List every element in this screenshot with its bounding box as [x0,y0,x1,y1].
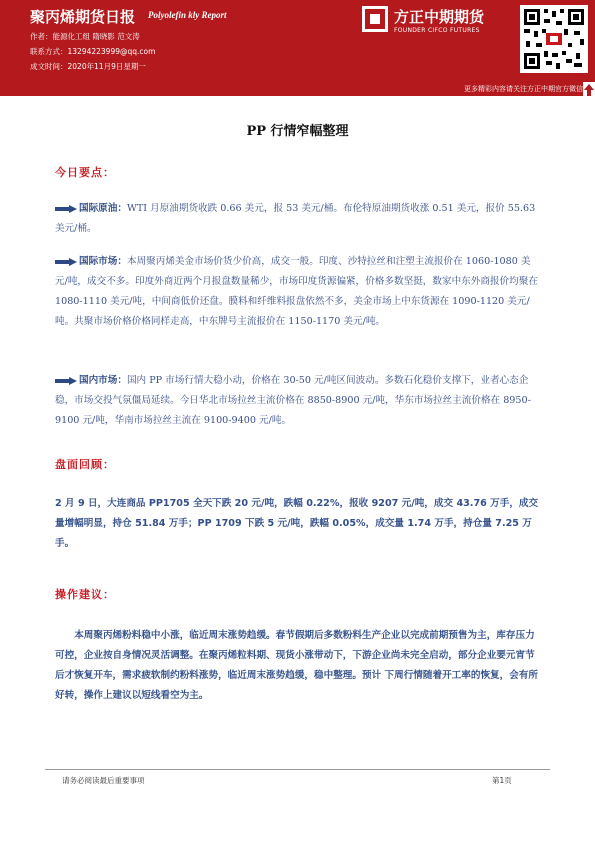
logo-english-name: FOUNDER CIFCO FUTURES [394,27,480,34]
review-paragraph: 2 月 9 日，大连商品 PP1705 全天下跌 20 元/吨，跌幅 0.22%，报收 9207 元/吨，成交 43.76 万手，成交量增幅明显，持仓 51.84 万手；PP 1709 下跌 5 元/吨，跌幅 0.05%，成交量 1.74 万手，持仓量 7.25 万手。 [55,498,539,549]
contact-email[interactable]: 13294223999@qq.com [67,47,156,56]
section-heading-advice: 操作建议： [55,588,115,601]
arrow-up-icon [583,82,595,96]
footer-disclaimer-notice: 请务必阅读最后重要事项 [62,776,145,785]
subscription-bar [0,82,595,96]
logo-mark-icon [362,6,388,32]
arrow-marker-icon [55,258,77,266]
advice-paragraph: 本周聚丙烯粉料稳中小涨，临近周末涨势趋缓。春节假期后多数粉料生产企业以完成前期预售为主，库存压力可控，企业按自身情况灵活调整。在聚丙烯粒料期、现货小涨带动下，下游企业尚未完全启动，部分企业要元宵节后才恢复开车，需求疲软制约粉料涨势，临近周末涨势趋缓，稳中整理。预计 下周行情随着开工率的恢复，会有所好转，操作上建议以短线看空为主。 [55,630,539,701]
contact-line: 联系方式：13294223999@qq.com [30,47,156,56]
report-title: 聚丙烯期货日报 [30,8,136,26]
company-logo [362,6,512,40]
report-header [0,0,595,82]
arrow-marker-icon [55,377,77,385]
date-line: 成文时间：2020年11月9日星期一 [30,62,146,71]
report-subtitle: Polyolefin kly Report [148,10,227,20]
wechat-follow-link[interactable]: 更多精彩内容请关注方正中期官方微信 [464,85,583,93]
section-heading-review: 盘面回顾： [55,458,115,471]
page-number: 第1页 [492,776,512,785]
today-item-crude-oil: 国际原油：WTI 月原油期货收跌 0.66 美元，报 53 美元/桶。布伦特原油期货收涨 0.51 美元，报价 55.63 美元/桶。 [55,203,536,234]
today-item-intl-market: 国际市场：本周聚丙烯美金市场价货少价高，成交一般。印度、沙特拉丝和注塑主流报价在 1060-1080 美元/吨，成交不多。印度外商近两个月报盘数量稀少，市场印度货源偏紧，价格多数坚挺，数家中东外商报价均聚在 1080-1110 美元/吨，中间商低价还盘。膜料和纤维料报盘依然不多，美金市场上中东货源在 1090-1120 美元/吨。共聚市场价格价格同样走高，中东牌号主流报价在 1150-1170 美元/吨。 [55,256,538,327]
page-title: PP 行情窄幅整理 [246,124,349,139]
arrow-marker-icon [55,205,77,213]
section-heading-today: 今日要点： [55,166,115,179]
qr-code-icon [520,5,588,73]
logo-chinese-name: 方正中期期货 [394,8,485,26]
authors-line: 作者：能源化工组 隋晓影 范文涛 [30,32,140,41]
today-item-domestic-market: 国内市场：国内 PP 市场行情大稳小动，价格在 30-50 元/吨区间波动。多数石化稳价支撑下，业者心态企稳，市场交投气氛僵局延续。今日华北市场拉丝主流价格在 8850-8900 元/吨，华东市场拉丝主流价格在 8950-9100 元/吨，华南市场拉丝主流在 9100-9400 元/吨。 [55,375,531,426]
footer-divider [45,769,550,770]
